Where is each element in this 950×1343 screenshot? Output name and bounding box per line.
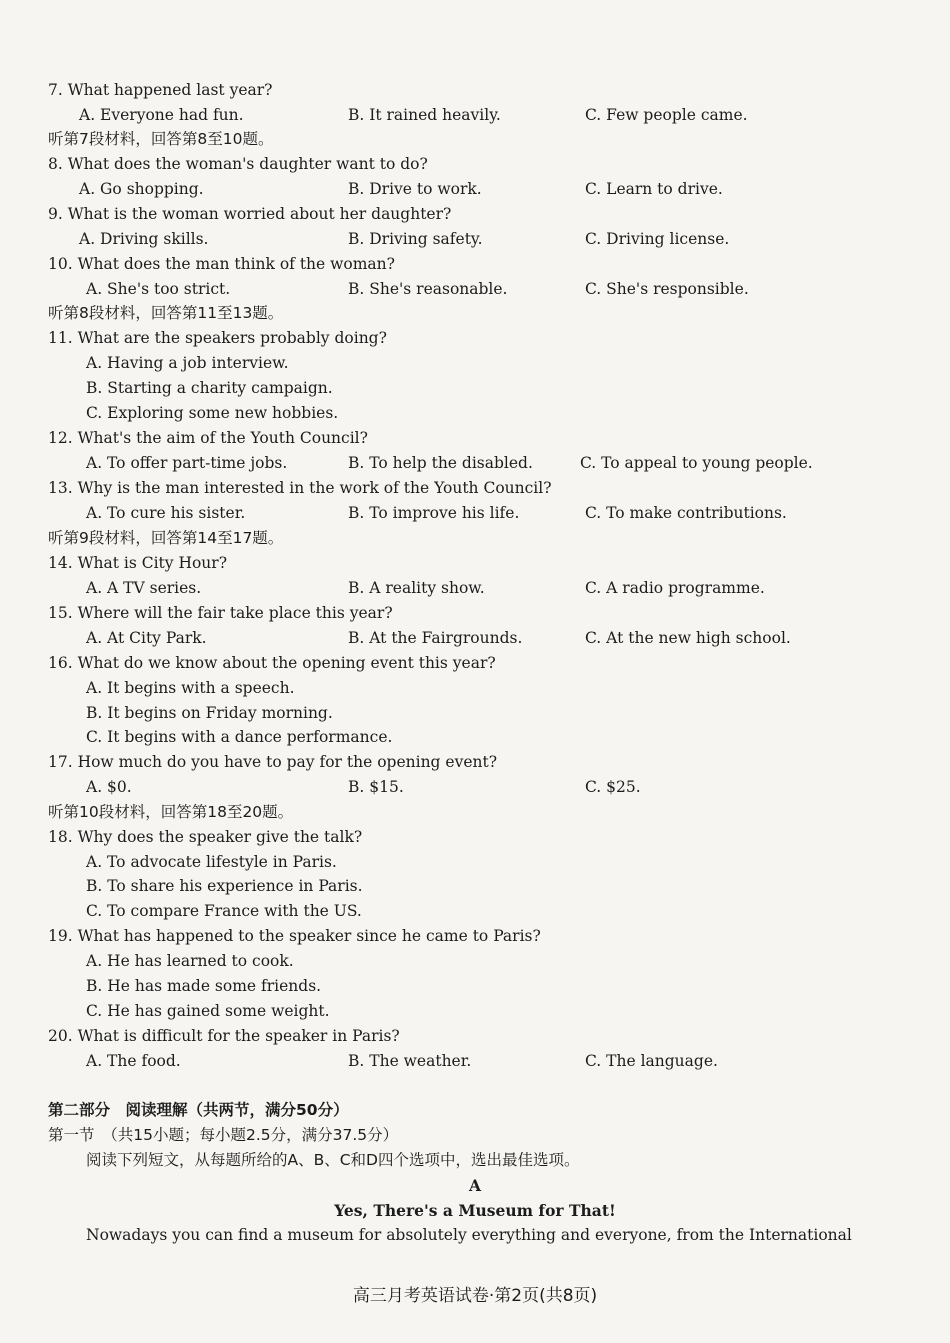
question-text: 13. Why is the man interested in the work of the Youth Council? (48, 479, 552, 497)
option-a: A. A TV series. (86, 579, 202, 597)
question-text: 17. How much do you have to pay for the opening event? (48, 753, 498, 771)
option-c: C. She's responsible. (585, 280, 749, 298)
section-instruction: 听第8段材料，回答第11至13题。 (48, 304, 284, 322)
option-a: A. $0. (86, 778, 132, 796)
option-a: A. He has learned to cook. (86, 952, 294, 970)
text-line (0, 651, 950, 676)
option-a: B. Starting a charity campaign. (86, 379, 333, 397)
text-line (0, 800, 950, 825)
footer-text: 高三月考英语试卷·第2页(共8页) (352, 1286, 598, 1306)
option-a: A. The food. (86, 1052, 181, 1070)
option-a: A. To cure his sister. (86, 504, 246, 522)
option-b: B. She's reasonable. (348, 280, 508, 298)
option-c: C. Few people came. (585, 106, 748, 124)
text-line (0, 874, 950, 899)
text-line (0, 775, 950, 800)
page-footer (0, 1284, 950, 1309)
text-line (0, 301, 950, 326)
text-line (0, 78, 950, 103)
option-a: C. To compare France with the US. (86, 902, 362, 920)
option-a: A. To advocate lifestyle in Paris. (86, 853, 337, 871)
passage-heading: A (468, 1176, 482, 1195)
question-text: 12. What's the aim of the Youth Council? (48, 429, 368, 447)
text-line (0, 1148, 950, 1173)
option-c: C. To make contributions. (585, 504, 787, 522)
question-text: 7. What happened last year? (48, 81, 273, 99)
text-line (0, 103, 950, 128)
text-line (0, 1049, 950, 1074)
option-c: C. Driving license. (585, 230, 730, 248)
text-line (0, 1173, 950, 1198)
text-line (0, 1123, 950, 1148)
option-a: B. He has made some friends. (86, 977, 322, 995)
option-b: B. A reality show. (348, 579, 485, 597)
text-line (0, 551, 950, 576)
question-text: 15. Where will the fair take place this year? (48, 604, 393, 622)
question-text: 19. What has happened to the speaker since he came to Paris? (48, 927, 541, 945)
option-a: A. She's too strict. (86, 280, 231, 298)
passage-heading: Yes, There's a Museum for That! (334, 1201, 616, 1220)
text-line (0, 351, 950, 376)
question-text: 14. What is City Hour? (48, 554, 228, 572)
question-text: 10. What does the man think of the woman? (48, 255, 395, 273)
option-a: A. Go shopping. (79, 180, 204, 198)
option-b: B. To improve his life. (348, 504, 520, 522)
option-b: B. $15. (348, 778, 404, 796)
option-b: B. Drive to work. (348, 180, 482, 198)
option-a: A. Everyone had fun. (79, 106, 244, 124)
text-line (0, 1198, 950, 1223)
text-line (0, 152, 950, 177)
option-b: B. To help the disabled. (348, 454, 533, 472)
option-a: A. To offer part-time jobs. (86, 454, 288, 472)
option-c: C. To appeal to young people. (580, 454, 813, 472)
section-instruction: 听第10段材料，回答第18至20题。 (48, 803, 294, 821)
text-line (0, 426, 950, 451)
text-line (0, 601, 950, 626)
option-c: C. $25. (585, 778, 641, 796)
option-b: B. At the Fairgrounds. (348, 629, 523, 647)
text-line (0, 476, 950, 501)
option-a: B. To share his experience in Paris. (86, 877, 363, 895)
text-line (0, 227, 950, 252)
section-instruction: 第二部分 阅读理解（共两节，满分50分） (48, 1101, 349, 1119)
option-a: A. Driving skills. (79, 230, 209, 248)
section-instruction: 第一节 （共15小题；每小题2.5分，满分37.5分） (48, 1126, 399, 1144)
question-text: 20. What is difficult for the speaker in Paris? (48, 1027, 400, 1045)
text-line (0, 277, 950, 302)
text-line (0, 626, 950, 651)
text-line (0, 974, 950, 999)
option-a: Nowadays you can find a museum for absolutely everything and everyone, from the International (86, 1226, 852, 1244)
text-line (0, 725, 950, 750)
option-a: C. He has gained some weight. (86, 1002, 330, 1020)
text-line (0, 1024, 950, 1049)
option-c: C. The language. (585, 1052, 718, 1070)
option-b: B. The weather. (348, 1052, 472, 1070)
option-a: A. It begins with a speech. (86, 679, 295, 697)
text-line (0, 451, 950, 476)
text-line (0, 899, 950, 924)
option-a: A. Having a job interview. (86, 354, 289, 372)
option-c: C. A radio programme. (585, 579, 765, 597)
text-line (0, 949, 950, 974)
option-c: C. At the new high school. (585, 629, 791, 647)
text-line (0, 376, 950, 401)
text-line (0, 999, 950, 1024)
option-a: B. It begins on Friday morning. (86, 704, 333, 722)
option-a: A. At City Park. (86, 629, 207, 647)
text-line (0, 1098, 950, 1123)
text-line (0, 177, 950, 202)
question-text: 18. Why does the speaker give the talk? (48, 828, 363, 846)
text-line (0, 576, 950, 601)
section-instruction: 听第9段材料，回答第14至17题。 (48, 529, 284, 547)
text-line (0, 850, 950, 875)
text-line (0, 701, 950, 726)
option-b: B. Driving safety. (348, 230, 483, 248)
option-a: C. Exploring some new hobbies. (86, 404, 339, 422)
option-a: C. It begins with a dance performance. (86, 728, 393, 746)
question-text: 11. What are the speakers probably doing? (48, 329, 387, 347)
text-line (0, 252, 950, 277)
section-instruction: 阅读下列短文，从每题所给的A、B、C和D四个选项中，选出最佳选项。 (86, 1151, 580, 1169)
text-line (0, 202, 950, 227)
option-c: C. Learn to drive. (585, 180, 723, 198)
section-instruction: 听第7段材料，回答第8至10题。 (48, 130, 274, 148)
text-line (0, 1223, 950, 1248)
question-text: 8. What does the woman's daughter want to do? (48, 155, 428, 173)
text-line (0, 676, 950, 701)
option-b: B. It rained heavily. (348, 106, 501, 124)
text-line (0, 825, 950, 850)
text-line (0, 924, 950, 949)
text-line (0, 501, 950, 526)
text-line (0, 326, 950, 351)
text-line (0, 526, 950, 551)
question-text: 16. What do we know about the opening event this year? (48, 654, 496, 672)
text-line (0, 127, 950, 152)
text-line (0, 750, 950, 775)
question-text: 9. What is the woman worried about her daughter? (48, 205, 452, 223)
text-line (0, 401, 950, 426)
